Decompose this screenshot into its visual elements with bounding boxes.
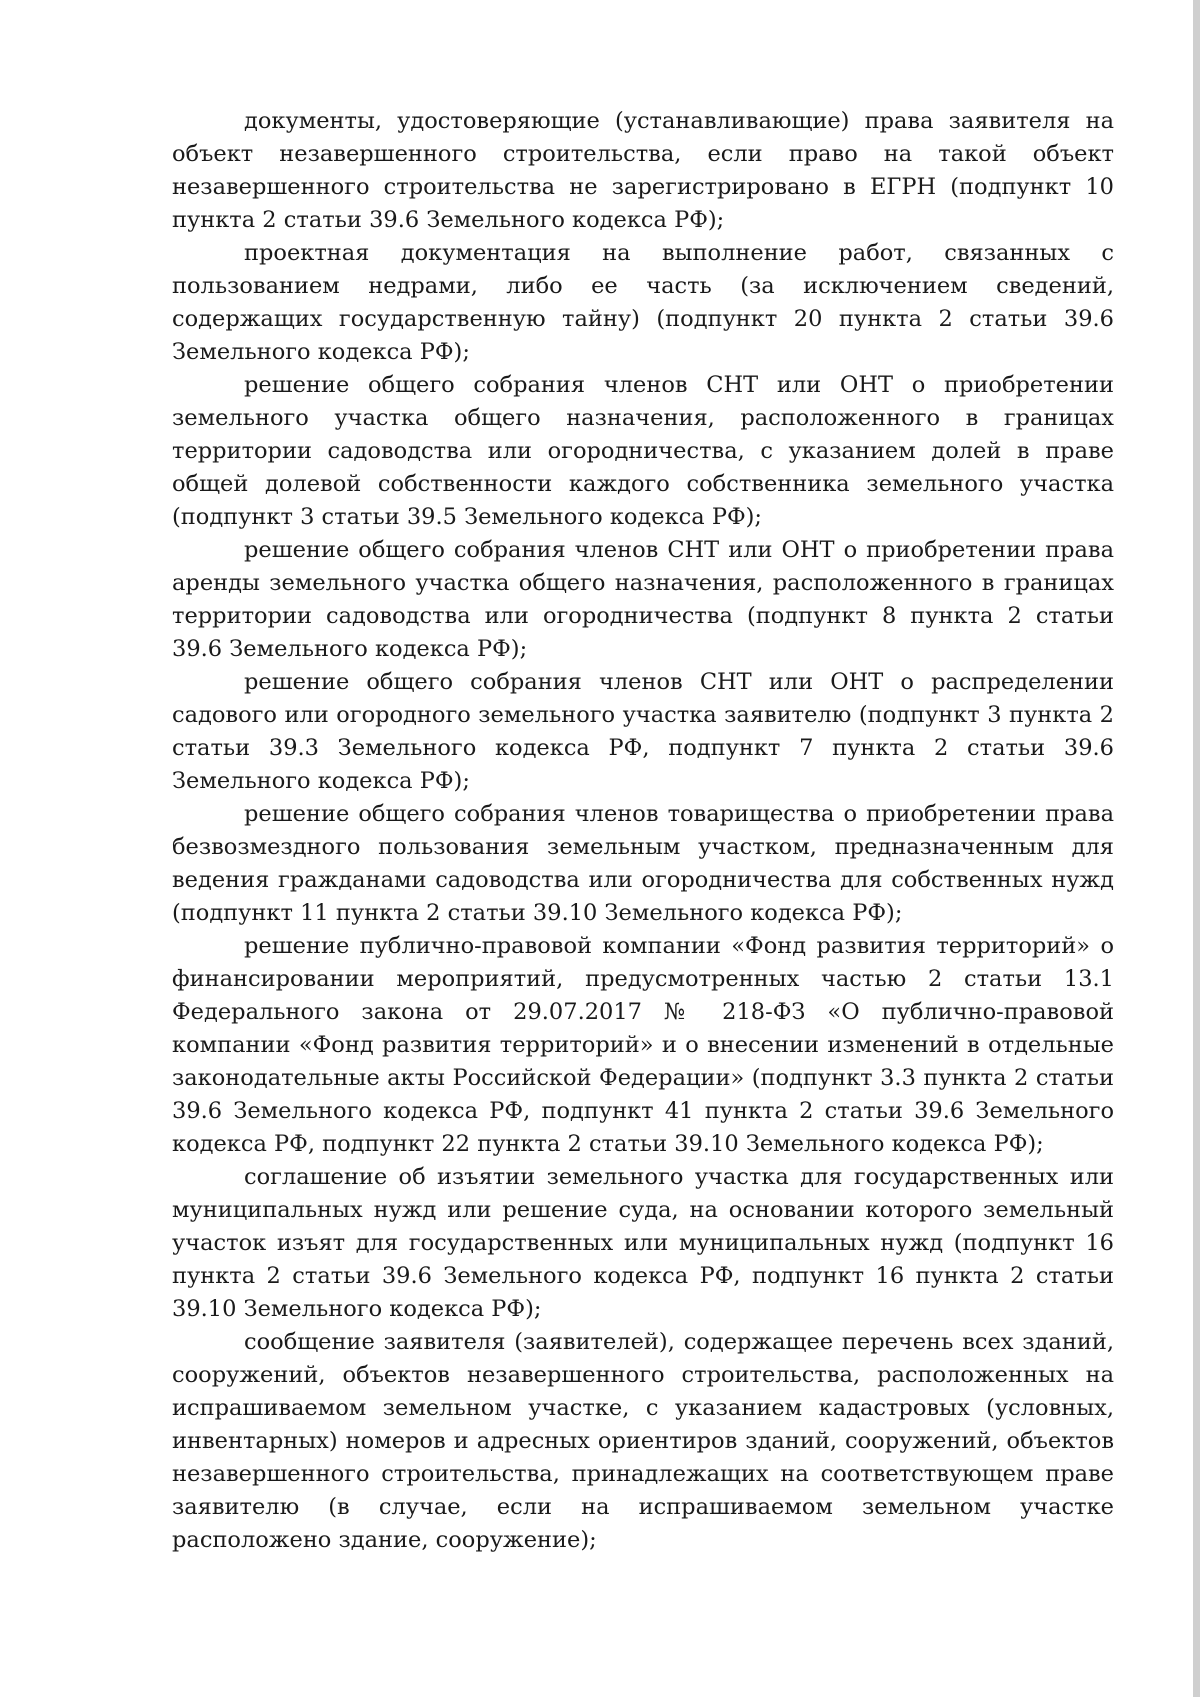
paragraph-snt-common-land-acquisition: решение общего собрания членов СНТ или ОНТ о приобретении земельного участка общего назначения, расположенного в границах территории садоводства или огородничества, с указанием долей в праве общей долевой собственности каждого собственника земельного участка (подпункт 3 статьи 39.5 Земельного кодекса РФ); (172, 372, 1114, 530)
paragraph-free-use-decision: решение общего собрания членов товарищества о приобретении права безвозмездного пользования земельным участком, предназначенным для ведения гражданами садоводства или огородничества для собственных нужд (подпункт 11 пункта 2 статьи 39.10 Земельного кодекса РФ); (172, 801, 1114, 926)
paragraph-territory-fund-decision: решение публично-правовой компании «Фонд развития территорий» о финансировании мероприятий, предусмотренных частью 2 статьи 13.1 Федерального закона от 29.07.2017 № 218-ФЗ «О публично-правовой компании «Фонд развития территорий» и о внесении изменений в отдельные законодательные акты Российской Федерации» (подпункт 3.3 пункта 2 статьи 39.6 Земельного кодекса РФ, подпункт 41 пункта 2 статьи 39.6 Земельного кодекса РФ, подпункт 22 пункта 2 статьи 39.10 Земельного кодекса РФ); (172, 933, 1114, 1157)
paragraph-unfinished-construction-documents: документы, удостоверяющие (устанавливающие) права заявителя на объект незавершенного строительства, если право на такой объект незавершенного строительства не зарегистрировано в ЕГРН (подпункт 10 пункта 2 статьи 39.6 Земельного кодекса РФ); (172, 108, 1114, 233)
paragraph-subsoil-project-documentation: проектная документация на выполнение работ, связанных с пользованием недрами, либо ее часть (за исключением сведений, содержащих государственную тайну) (подпункт 20 пункта 2 статьи 39.6 Земельного кодекса РФ); (172, 240, 1114, 365)
page-edge-divider (1193, 0, 1200, 1697)
paragraph-snt-lease-acquisition: решение общего собрания членов СНТ или ОНТ о приобретении права аренды земельного участка общего назначения, расположенного в границах территории садоводства или огородничества (подпункт 8 пункта 2 статьи 39.6 Земельного кодекса РФ); (172, 537, 1114, 662)
paragraph-snt-plot-distribution: решение общего собрания членов СНТ или ОНТ о распределении садового или огородного земельного участка заявителю (подпункт 3 пункта 2 статьи 39.3 Земельного кодекса РФ, подпункт 7 пункта 2 статьи 39.6 Земельного кодекса РФ); (172, 669, 1114, 794)
document-body (172, 105, 1114, 1557)
paragraph-applicant-buildings-notice: сообщение заявителя (заявителей), содержащее перечень всех зданий, сооружений, объектов незавершенного строительства, расположенных на испрашиваемом земельном участке, с указанием кадастровых (условных, инвентарных) номеров и адресных ориентиров зданий, сооружений, объектов незавершенного строительства, принадлежащих на соответствующем праве заявителю (в случае, если на испрашиваемом земельном участке расположено здание, сооружение); (172, 1329, 1114, 1553)
paragraph-land-seizure-agreement: соглашение об изъятии земельного участка для государственных или муниципальных нужд или решение суда, на основании которого земельный участок изъят для государственных или муниципальных нужд (подпункт 16 пункта 2 статьи 39.6 Земельного кодекса РФ, подпункт 16 пункта 2 статьи 39.10 Земельного кодекса РФ); (172, 1164, 1114, 1322)
